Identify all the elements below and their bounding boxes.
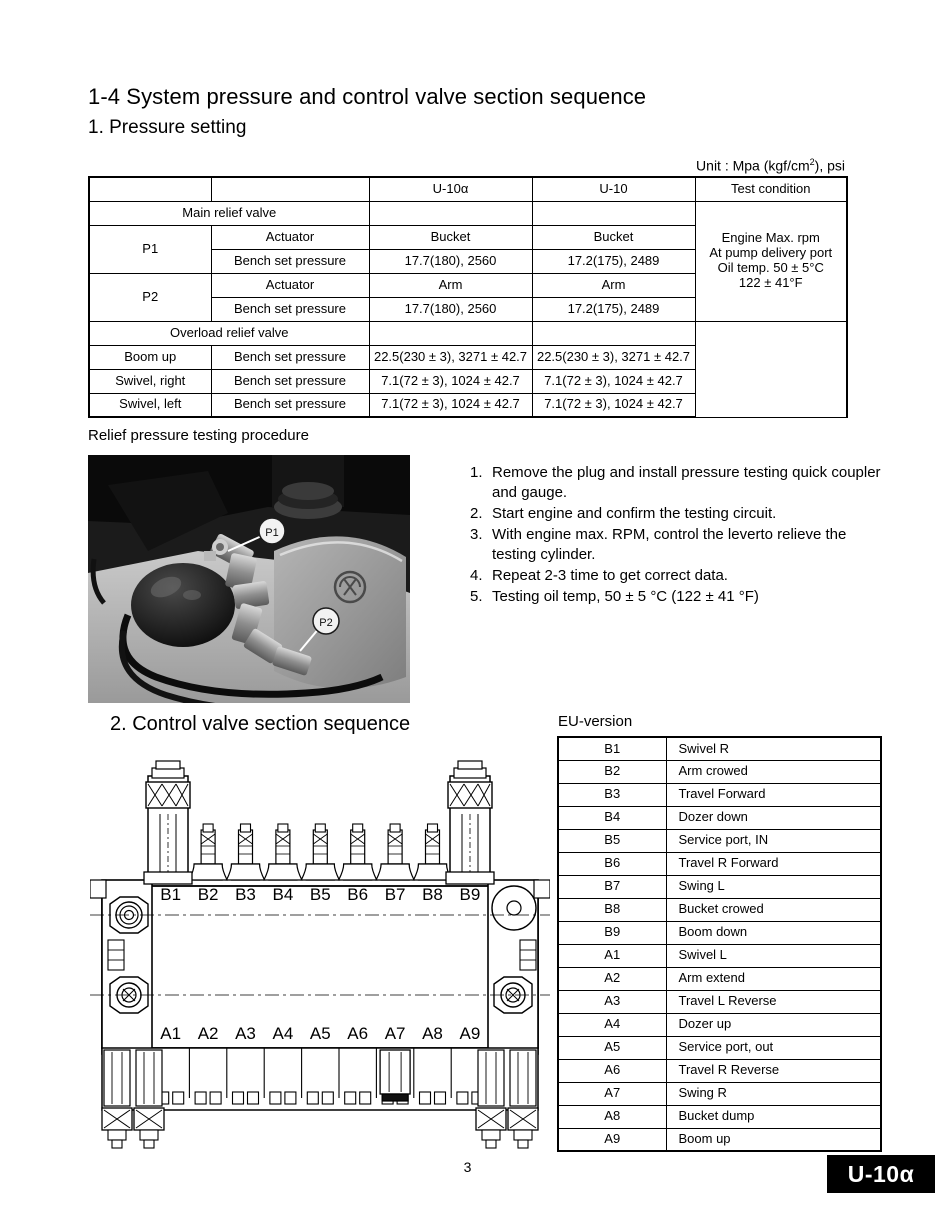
test-condition-cell (695, 201, 847, 321)
valve-port-label-a5: A5 (309, 1024, 331, 1043)
relief-test-photo (88, 455, 410, 703)
swivel-right-label: Swivel, right (89, 369, 211, 393)
valve-port-label-b2: B2 (197, 885, 219, 904)
eu-port-code: A6 (558, 1059, 666, 1082)
page-number: 3 (463, 1159, 472, 1175)
eu-port-code: A8 (558, 1105, 666, 1128)
eu-port-description: Arm extend (666, 967, 881, 990)
main-relief-blank-u10a (369, 201, 532, 225)
valve-port-label-a8: A8 (422, 1024, 443, 1043)
valve-port-label-b4: B4 (272, 885, 294, 904)
eu-port-code: B4 (558, 806, 666, 829)
header-u10a: U-10α (369, 177, 532, 201)
table-row (558, 783, 881, 806)
table-row-header (89, 177, 847, 201)
overload-blank-u10a (369, 321, 532, 345)
valve-port-label-b9: B9 (459, 885, 481, 904)
eu-port-description: Service port, IN (666, 829, 881, 852)
table-row (558, 1036, 881, 1059)
eu-port-description: Service port, out (666, 1036, 881, 1059)
unit-note-superscript: 2 (809, 157, 815, 167)
header-blank-2 (211, 177, 369, 201)
eu-port-code: A9 (558, 1128, 666, 1151)
header-u10: U-10 (532, 177, 695, 201)
test-condition-line-1: Engine Max. rpm (721, 230, 820, 246)
eu-port-description: Boom up (666, 1128, 881, 1151)
boom-up-label: Boom up (89, 345, 211, 369)
boom-up-bench-label: Bench set pressure (211, 345, 369, 369)
eu-port-code: B7 (558, 875, 666, 898)
procedure-number: 4. (470, 567, 483, 584)
eu-port-code: B8 (558, 898, 666, 921)
table-row (558, 967, 881, 990)
p1-actuator-label: Actuator (211, 225, 369, 249)
table-row (558, 990, 881, 1013)
p2-actuator-label: Actuator (211, 273, 369, 297)
eu-port-code: A4 (558, 1013, 666, 1036)
valve-port-label-b8: B8 (422, 885, 443, 904)
table-row (558, 1105, 881, 1128)
swivel-left-label: Swivel, left (89, 393, 211, 417)
table-row (558, 898, 881, 921)
eu-port-code: B9 (558, 921, 666, 944)
valve-port-label-b1: B1 (160, 885, 182, 904)
relief-procedure-heading: Relief pressure testing procedure (88, 427, 309, 444)
table-row (558, 806, 881, 829)
test-condition-filler (695, 321, 847, 417)
eu-port-code: A3 (558, 990, 666, 1013)
list-item (470, 463, 890, 503)
eu-port-code: B6 (558, 852, 666, 875)
table-row (558, 829, 881, 852)
eu-version-port-table (557, 736, 882, 1152)
eu-port-code: B1 (558, 737, 666, 760)
unit-note-tail: ), psi (814, 157, 845, 174)
list-item (470, 504, 890, 524)
valve-port-label-b7: B7 (384, 885, 406, 904)
p2-bench-label: Bench set pressure (211, 297, 369, 321)
p1-bench-u10a: 17.7(180), 2560 (369, 249, 532, 273)
eu-port-description: Boom down (666, 921, 881, 944)
eu-port-description: Swivel L (666, 944, 881, 967)
table-row (558, 944, 881, 967)
p1-bench-label: Bench set pressure (211, 249, 369, 273)
main-relief-valve-label: Main relief valve (89, 201, 369, 225)
procedure-number: 2. (470, 505, 483, 522)
eu-port-description: Dozer up (666, 1013, 881, 1036)
eu-port-code: A7 (558, 1082, 666, 1105)
boom-up-u10a: 22.5(230 ± 3), 3271 ± 42.7 (369, 345, 532, 369)
procedure-number: 5. (470, 588, 483, 605)
procedure-text: Repeat 2-3 time to get correct data. (492, 567, 728, 584)
p2-label: P2 (89, 273, 211, 321)
list-item (470, 587, 890, 607)
unit-note (696, 157, 845, 174)
eu-port-description: Arm crowed (666, 760, 881, 783)
header-test-condition: Test condition (695, 177, 847, 201)
pressure-setting-table (88, 176, 848, 418)
eu-port-code: B3 (558, 783, 666, 806)
swivel-left-u10a: 7.1(72 ± 3), 1024 ± 42.7 (369, 393, 532, 417)
unit-note-main: Unit : Mpa (kgf/cm (696, 157, 810, 174)
table-row-main-relief (89, 201, 847, 225)
procedure-text: Testing oil temp, 50 ± 5 °C (122 ± 41 °F) (492, 588, 759, 605)
eu-port-description: Travel Forward (666, 783, 881, 806)
list-item (470, 525, 890, 565)
eu-port-code: A1 (558, 944, 666, 967)
table-row (558, 760, 881, 783)
test-condition-line-3: Oil temp. 50 ± 5°C (717, 260, 824, 275)
valve-port-label-a6: A6 (347, 1024, 369, 1043)
valve-port-label-a9: A9 (459, 1024, 481, 1043)
eu-port-code: B5 (558, 829, 666, 852)
table-row (558, 1013, 881, 1036)
procedure-text: Start engine and confirm the testing circuit. (492, 505, 777, 522)
valve-port-label-a2: A2 (197, 1024, 219, 1043)
model-badge: U-10α (827, 1155, 935, 1193)
eu-port-description: Bucket dump (666, 1105, 881, 1128)
table-row (558, 1059, 881, 1082)
control-valve-diagram (90, 758, 550, 1153)
subsection-control-valve-sequence: 2. Control valve section sequence (110, 713, 411, 735)
valve-port-label-a7: A7 (384, 1024, 406, 1043)
eu-port-description: Swivel R (666, 737, 881, 760)
valve-port-label-b6: B6 (347, 885, 369, 904)
eu-port-description: Travel L Reverse (666, 990, 881, 1013)
p1-actuator-u10: Bucket (532, 225, 695, 249)
procedure-text: With engine max. RPM, control the leverto relieve the testing cylinder. (492, 526, 847, 563)
table-row (558, 852, 881, 875)
valve-port-label-a1: A1 (160, 1024, 182, 1043)
list-item (470, 566, 890, 586)
table-row (558, 737, 881, 760)
swivel-right-u10a: 7.1(72 ± 3), 1024 ± 42.7 (369, 369, 532, 393)
subsection-pressure-setting: 1. Pressure setting (88, 117, 247, 138)
eu-port-description: Bucket crowed (666, 898, 881, 921)
eu-port-description: Swing R (666, 1082, 881, 1105)
procedure-number: 3. (470, 526, 483, 543)
valve-port-label-b5: B5 (309, 885, 331, 904)
procedure-text: Remove the plug and install pressure testing quick coupler and gauge. (492, 464, 881, 501)
overload-blank-u10 (532, 321, 695, 345)
p1-actuator-u10a: Bucket (369, 225, 532, 249)
photo-callout-p1-text: P1 (265, 527, 279, 539)
eu-version-heading: EU-version (558, 713, 633, 730)
testing-procedure-list (470, 463, 890, 608)
boom-up-u10: 22.5(230 ± 3), 3271 ± 42.7 (532, 345, 695, 369)
main-relief-blank-u10 (532, 201, 695, 225)
overload-relief-valve-label: Overload relief valve (89, 321, 369, 345)
valve-port-label-a3: A3 (235, 1024, 256, 1043)
test-condition-line-2: At pump delivery port (709, 245, 833, 261)
eu-port-code: A2 (558, 967, 666, 990)
procedure-number: 1. (470, 464, 483, 481)
swivel-right-u10: 7.1(72 ± 3), 1024 ± 42.7 (532, 369, 695, 393)
test-condition-line-4: 122 ± 41°F (738, 274, 803, 290)
p2-bench-u10: 17.2(175), 2489 (532, 297, 695, 321)
table-row (558, 921, 881, 944)
table-row (558, 1128, 881, 1151)
eu-port-description: Travel R Forward (666, 852, 881, 875)
swivel-right-bench-label: Bench set pressure (211, 369, 369, 393)
swivel-left-bench-label: Bench set pressure (211, 393, 369, 417)
eu-port-description: Dozer down (666, 806, 881, 829)
eu-port-code: A5 (558, 1036, 666, 1059)
table-row (558, 1082, 881, 1105)
page-title: 1-4 System pressure and control valve section sequence (88, 84, 647, 109)
eu-port-description: Travel R Reverse (666, 1059, 881, 1082)
valve-port-label-b3: B3 (235, 885, 256, 904)
p2-actuator-u10a: Arm (369, 273, 532, 297)
table-row (558, 875, 881, 898)
p2-bench-u10a: 17.7(180), 2560 (369, 297, 532, 321)
p1-bench-u10: 17.2(175), 2489 (532, 249, 695, 273)
eu-port-description: Swing L (666, 875, 881, 898)
photo-callout-p2-text: P2 (319, 617, 333, 629)
p1-label: P1 (89, 225, 211, 273)
header-blank-1 (89, 177, 211, 201)
valve-port-label-a4: A4 (272, 1024, 294, 1043)
swivel-left-u10: 7.1(72 ± 3), 1024 ± 42.7 (532, 393, 695, 417)
p2-actuator-u10: Arm (532, 273, 695, 297)
eu-port-code: B2 (558, 760, 666, 783)
table-row-overload-relief (89, 321, 847, 345)
